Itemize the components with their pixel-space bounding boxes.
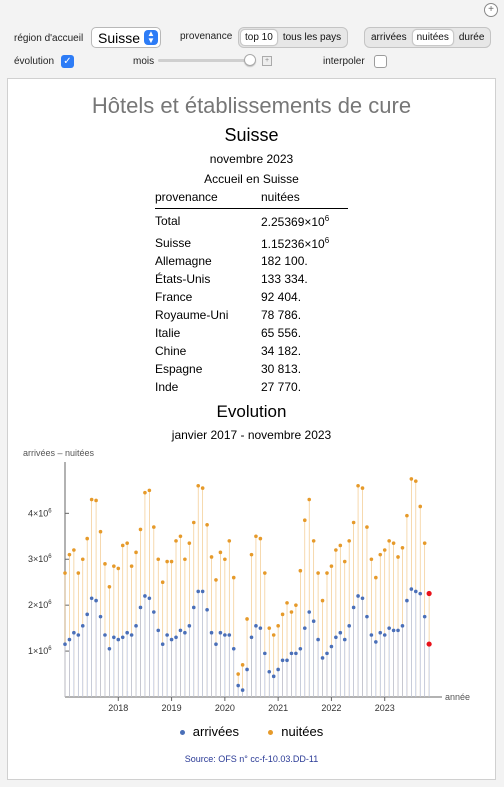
arrivees-point [201, 590, 205, 594]
evolution-period: janvier 2017 - novembre 2023 [171, 428, 332, 442]
provenance-toggle [238, 27, 348, 48]
arrivees-point [227, 633, 231, 637]
evolution-chart [8, 447, 495, 717]
row-nuitees-value: 78 786. [261, 308, 302, 322]
arrivees-point [188, 624, 192, 628]
nuitees-point [201, 486, 205, 490]
mois-slider-track[interactable] [158, 59, 254, 62]
checkmark-icon: ✓ [63, 56, 72, 67]
row-nuitees-value: 92 404. [261, 290, 302, 304]
region-popup-value: Suisse [98, 30, 141, 46]
arrivees-point [116, 638, 120, 642]
source-note: Source: OFS n° cc-f-10.03.DD-11 [184, 754, 319, 764]
row-nuitees [261, 290, 301, 304]
nuitees-point [312, 539, 316, 543]
nuitees-point [272, 633, 276, 637]
nuitees-point [179, 534, 183, 538]
nuitees-point [116, 567, 120, 571]
nuitees-point [401, 546, 405, 550]
nuitees-point [316, 571, 320, 575]
arrivees-point [378, 631, 382, 635]
nuitees-point [121, 544, 125, 548]
arrivees-point [312, 619, 316, 623]
y-tick-exponent: 6 [48, 554, 52, 561]
arrivees-point [352, 606, 356, 610]
arrivees-point [387, 626, 391, 630]
nuitees-point [250, 553, 254, 557]
arrivees-point [303, 626, 307, 630]
arrivees-point [152, 610, 156, 614]
y-tick-mantissa: 3×10 [28, 554, 49, 565]
nuitees-point [174, 539, 178, 543]
table-row [155, 254, 355, 272]
arrivees-point [290, 652, 294, 656]
y-tick-exponent: 6 [48, 646, 52, 653]
y-tick-exponent: 6 [48, 508, 52, 515]
x-tick-label: 2022 [321, 703, 342, 713]
y-tick-label [28, 554, 52, 564]
arrivees-point [241, 688, 245, 692]
arrivees-point [99, 615, 103, 619]
updown-chevron-icon: ▲ ▼ [144, 30, 158, 45]
chart-legend [8, 724, 495, 739]
row-nuitees-value: 34 182. [261, 344, 302, 358]
legend-nuitees-marker [268, 730, 273, 735]
arrivees-point [294, 652, 298, 656]
arrivees-point [343, 638, 347, 642]
nuitees-point [223, 557, 227, 561]
row-nuitees [261, 380, 301, 394]
nuitees-point [210, 555, 214, 559]
arrivees-point [85, 613, 89, 617]
nuitees-point [161, 580, 165, 584]
table-row [155, 380, 355, 398]
nuitees-point [219, 551, 223, 555]
nuitees-point [227, 539, 231, 543]
arrivees-point [259, 626, 263, 630]
arrivees-point [347, 624, 351, 628]
nuitees-point [99, 530, 103, 534]
arrivees-point [250, 636, 254, 640]
arrivees-point [183, 631, 187, 635]
x-tick-label: 2019 [161, 703, 182, 713]
row-nuitees [261, 272, 308, 286]
arrivees-point [94, 599, 98, 603]
table-header [155, 190, 355, 207]
nuitees-point [356, 484, 360, 488]
arrivees-point [103, 633, 107, 637]
nuitees-point [423, 541, 427, 545]
provenance-all-button[interactable]: tous les pays [282, 32, 342, 43]
arrivees-point [414, 590, 418, 594]
arrivees-point [374, 640, 378, 644]
row-nuitees [261, 308, 301, 322]
region-heading: Suisse [224, 125, 279, 145]
nuitees-point [281, 613, 285, 617]
mois-slider-knob[interactable] [244, 54, 256, 66]
nuitees-point [188, 541, 192, 545]
arrivees-point [356, 594, 360, 598]
arrivees-point [219, 631, 223, 635]
nuitees-point [334, 548, 338, 552]
arrivees-point [299, 647, 303, 651]
nuitees-point [290, 610, 294, 614]
legend-nuitees-label: nuitées [281, 724, 324, 739]
row-nuitees-value: 182 100. [261, 254, 308, 268]
row-provenance: Chine [155, 344, 187, 358]
nuitees-point [108, 585, 112, 589]
nuitees-point [196, 484, 200, 488]
arrivees-point [68, 638, 72, 642]
arrivees-point [267, 670, 271, 674]
nuitees-point [383, 548, 387, 552]
month-heading: novembre 2023 [209, 152, 294, 166]
nuitees-point [365, 525, 369, 529]
arrivees-point [272, 675, 276, 679]
table-subtitle: Accueil en Suisse [204, 172, 299, 186]
nuitees-point [90, 498, 94, 502]
row-nuitees-value: 1.15236×10 [261, 237, 325, 251]
arrivees-point [214, 642, 218, 646]
table-row [155, 290, 355, 308]
arrivees-point [263, 652, 267, 656]
evolution-heading: Evolution [216, 402, 287, 421]
nuitees-point [343, 560, 347, 564]
arrivees-point [192, 606, 196, 610]
row-nuitees-exponent: 6 [324, 214, 330, 223]
arrivees-point [143, 594, 147, 598]
arrivees-point [174, 636, 178, 640]
arrivees-point [121, 636, 125, 640]
arrivees-point [130, 633, 134, 637]
table-row [155, 308, 355, 326]
arrivees-point [307, 610, 311, 614]
nuitees-point [72, 548, 76, 552]
x-axis-label: année [445, 692, 471, 702]
measure-toggle [364, 27, 491, 48]
y-tick-label [28, 508, 52, 518]
nuitees-point [125, 541, 129, 545]
arrivees-point [196, 590, 200, 594]
row-provenance: Inde [155, 380, 179, 394]
col-nuitees-header: nuitées [261, 190, 300, 204]
table-rule [155, 208, 348, 209]
evolution-label: évolution [14, 56, 55, 67]
arrivees-point [223, 633, 227, 637]
row-nuitees-value: 65 556. [261, 326, 302, 340]
region-label: région d'accueil [14, 33, 84, 44]
arrivees-point [401, 624, 405, 628]
arrivees-point [410, 587, 414, 591]
nuitees-point [236, 672, 240, 676]
y-tick-mantissa: 1×10 [28, 646, 49, 657]
arrivees-point [72, 631, 76, 635]
interpoler-checkbox[interactable] [374, 55, 387, 68]
nuitees-point [361, 486, 365, 490]
row-nuitees [261, 326, 301, 340]
nuitees-point [81, 557, 85, 561]
y-tick-label [28, 600, 52, 610]
arrivees-point [330, 645, 334, 649]
nuitees-point [387, 539, 391, 543]
table-row [155, 326, 355, 344]
arrivees-point [334, 636, 338, 640]
arrivees-point [179, 629, 183, 633]
row-provenance: Suisse [155, 236, 192, 250]
arrivees-point [148, 596, 152, 600]
arrivees-point [236, 684, 240, 688]
arrivees-point [276, 668, 280, 672]
nuitees-point [259, 537, 263, 541]
col-provenance-header: provenance [155, 190, 218, 204]
row-provenance: Italie [155, 326, 181, 340]
arrivees-point [427, 641, 432, 646]
arrivees-point [90, 596, 94, 600]
nuitees-point [156, 557, 160, 561]
nuitees-point [103, 562, 107, 566]
nuitees-point [392, 541, 396, 545]
measure-duree-button[interactable]: durée [458, 32, 485, 43]
arrivees-point [108, 647, 112, 651]
provenance-label: provenance [180, 31, 233, 42]
row-provenance: Espagne [155, 362, 203, 376]
y-axis-label: arrivées – nuitées [23, 448, 95, 458]
nuitees-point [325, 571, 329, 575]
row-nuitees-value: 2.25369×10 [261, 215, 325, 229]
row-provenance: Total [155, 214, 181, 228]
row-nuitees [261, 214, 329, 229]
arrivees-point [210, 631, 214, 635]
y-tick-label [28, 646, 52, 656]
nuitees-point [170, 560, 174, 564]
nuitees-point [396, 555, 400, 559]
row-nuitees [261, 344, 301, 358]
x-tick-label: 2023 [374, 703, 395, 713]
arrivees-point [285, 658, 289, 662]
legend-arrivees-marker [180, 730, 185, 735]
x-tick-label: 2018 [108, 703, 129, 713]
table-row [155, 214, 355, 232]
nuitees-point [112, 564, 116, 568]
arrivees-point [112, 636, 116, 640]
x-tick-label: 2021 [268, 703, 289, 713]
arrivees-point [245, 668, 249, 672]
mois-label: mois [133, 56, 155, 67]
arrivees-point [418, 592, 422, 596]
nuitees-point [330, 564, 334, 568]
arrivees-point [205, 608, 209, 612]
row-provenance: Allemagne [155, 254, 212, 268]
nuitees-point [418, 505, 422, 509]
y-tick-mantissa: 4×10 [28, 508, 49, 519]
row-nuitees [261, 362, 301, 376]
nuitees-point [414, 479, 418, 483]
nuitees-point [214, 578, 218, 582]
nuitees-point [267, 626, 271, 630]
row-nuitees-value: 133 334. [261, 272, 308, 286]
table-row [155, 344, 355, 362]
output-panel [7, 78, 496, 780]
nuitees-point [143, 491, 147, 495]
arrivees-point [316, 638, 320, 642]
nuitees-point [276, 624, 280, 628]
arrivees-point [321, 656, 325, 660]
nuitees-point [405, 514, 409, 518]
nuitees-point [232, 576, 236, 580]
arrivees-point [81, 624, 85, 628]
row-provenance: États-Unis [155, 272, 211, 286]
arrivees-point [361, 596, 365, 600]
legend-arrivees-label: arrivées [192, 724, 240, 739]
arrivees-point [392, 629, 396, 633]
nuitees-point [303, 518, 307, 522]
nuitees-point [77, 571, 81, 575]
nuitees-point [294, 603, 298, 607]
x-tick-label: 2020 [214, 703, 235, 713]
nuitees-point [321, 599, 325, 603]
arrivees-point [125, 631, 129, 635]
arrivees-point [383, 633, 387, 637]
arrivees-point [405, 599, 409, 603]
nuitees-point [285, 601, 289, 605]
nuitees-point [299, 569, 303, 573]
nuitees-point [130, 564, 134, 568]
nuitees-point [152, 525, 156, 529]
interpoler-label: interpoler [323, 56, 365, 67]
nuitees-point [254, 534, 258, 538]
nuitees-point [347, 539, 351, 543]
row-nuitees-value: 30 813. [261, 362, 302, 376]
nuitees-point [378, 553, 382, 557]
arrivees-point [339, 631, 343, 635]
nuitees-point [241, 663, 245, 667]
row-provenance: France [155, 290, 193, 304]
evolution-checkbox[interactable] [61, 55, 74, 68]
arrivees-point [232, 647, 236, 651]
arrivees-point [63, 642, 67, 646]
y-tick-exponent: 6 [48, 600, 52, 607]
row-nuitees-exponent: 6 [324, 236, 330, 245]
nuitees-point [374, 576, 378, 580]
row-nuitees [261, 236, 329, 251]
arrivees-point [325, 652, 329, 656]
nuitees-point [165, 560, 169, 564]
table-row [155, 362, 355, 380]
arrivees-point [370, 633, 374, 637]
nuitees-point [139, 528, 143, 532]
nuitees-point [410, 477, 414, 481]
arrivees-point [156, 629, 160, 633]
arrivees-point [365, 615, 369, 619]
nuitees-point [63, 571, 67, 575]
nuitees-point [134, 551, 138, 555]
nuitees-point [192, 521, 196, 525]
table-row [155, 272, 355, 290]
nuitees-point [68, 553, 72, 557]
nuitees-point [352, 521, 356, 525]
arrivees-point [254, 624, 258, 628]
measure-nuitees-button[interactable]: nuitées [412, 29, 454, 46]
nuitees-point [245, 617, 249, 621]
nuitees-point [370, 557, 374, 561]
slider-expand-icon[interactable]: + [262, 56, 272, 66]
arrivees-point [77, 633, 81, 637]
arrivees-point [170, 638, 174, 642]
row-provenance: Royaume-Uni [155, 308, 229, 322]
arrivees-point [423, 615, 427, 619]
arrivees-point [161, 642, 165, 646]
arrivees-point [165, 633, 169, 637]
expand-plus-icon[interactable]: + [484, 3, 498, 17]
nuitees-point [307, 498, 311, 502]
nuitees-point [263, 571, 267, 575]
nuitees-point [205, 523, 209, 527]
provenance-top10-button[interactable]: top 10 [240, 29, 278, 46]
nuitees-point [427, 591, 432, 596]
arrivees-point [139, 606, 143, 610]
nuitees-point [339, 544, 343, 548]
arrivees-point [134, 624, 138, 628]
measure-arrivees-button[interactable]: arrivées [371, 32, 407, 43]
nuitees-point [85, 537, 89, 541]
table-row [155, 236, 355, 254]
row-nuitees [261, 254, 308, 268]
region-popup-menu[interactable] [91, 27, 161, 48]
nuitees-point [148, 489, 152, 493]
arrivees-point [396, 629, 400, 633]
nuitees-point [183, 557, 187, 561]
y-tick-mantissa: 2×10 [28, 600, 49, 611]
arrivees-point [281, 658, 285, 662]
report-title: Hôtels et établissements de cure [91, 93, 412, 118]
row-nuitees-value: 27 770. [261, 380, 302, 394]
nuitees-point [94, 499, 98, 503]
